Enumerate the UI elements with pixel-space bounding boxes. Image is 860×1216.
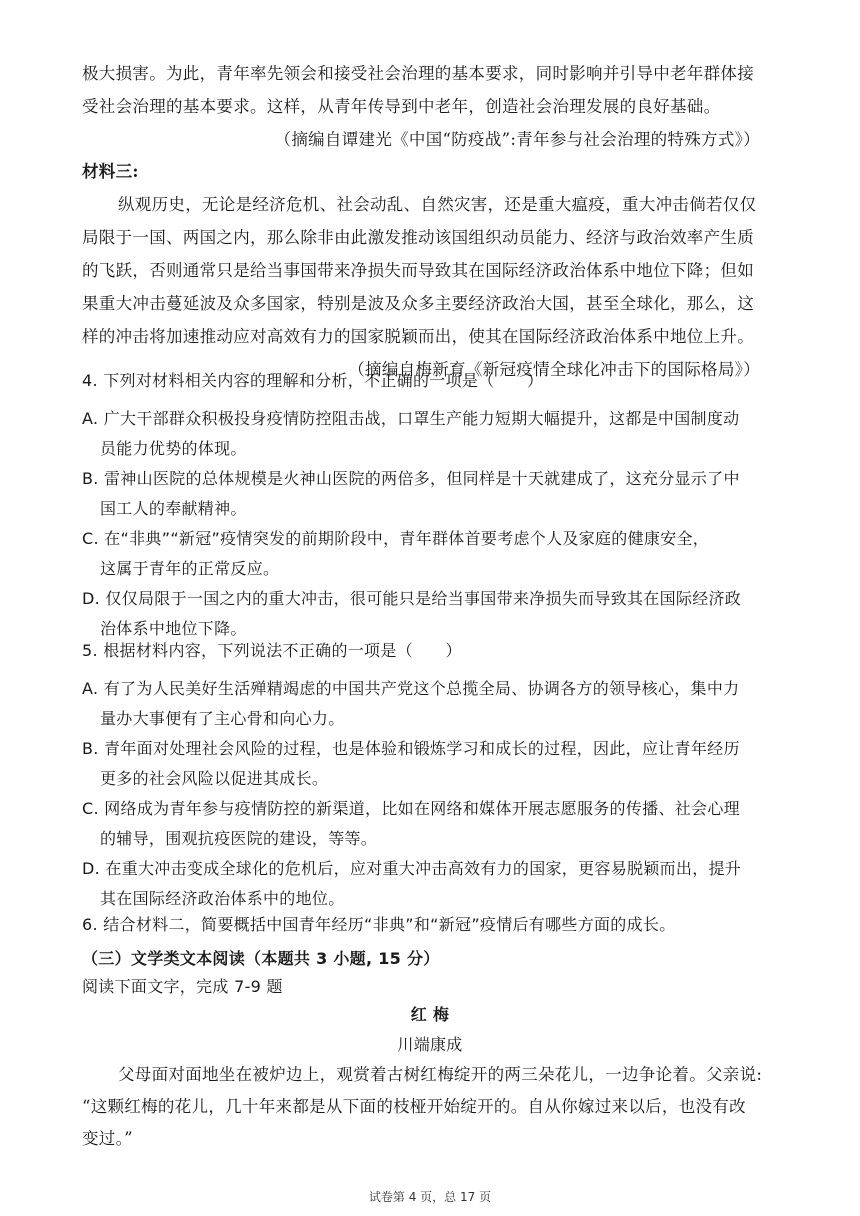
q5-option-a: A. 有了为人民美好生活殚精竭虑的中国共产党这个总揽全局、协调各方的领导核心，集中力 [82, 679, 740, 698]
passage-line: 纵观历史，无论是经济危机、社会动乱、自然灾害，还是重大瘟疫，重大冲击倘若仅仅 [118, 195, 757, 214]
material-three-label: 材料三: [82, 162, 139, 181]
passage-line: 的飞跃，否则通常只是给当事国带来净损失而导致其在国际经济政治体系中地位下降；但如 [82, 261, 754, 280]
section-three-instruction: 阅读下面文字，完成 7-9 题 [82, 977, 283, 996]
q5-option-d-cont: 其在国际经济政治体系中的地位。 [100, 889, 345, 908]
question-5-stem: 5. 根据材料内容，下列说法不正确的一项是（ ） [82, 641, 462, 660]
q5-option-b-cont: 更多的社会风险以促进其成长。 [100, 769, 329, 788]
q5-option-a-cont: 量办大事便有了主心骨和向心力。 [100, 709, 345, 728]
passage-line: 受社会治理的基本要求。这样，从青年传导到中老年，创造社会治理发展的良好基础。 [82, 97, 721, 116]
q4-option-c-cont: 这属于青年的正常反应。 [100, 559, 280, 578]
q4-option-c: C. 在“非典”“新冠”疫情突发的前期阶段中，青年群体首要考虑个人及家庭的健康安全， [82, 529, 710, 548]
story-line: “这颗红梅的花儿，几十年来都是从下面的枝桠开始绽开的。自从你嫁过来以后，也没有改 [82, 1097, 746, 1116]
q4-option-a: A. 广大干部群众积极投身疫情防控阻击战，口罩生产能力短期大幅提升，这都是中国制度动 [82, 409, 740, 428]
source-citation: （摘编自梅新育《新冠疫情全球化冲击下的国际格局》） [348, 360, 760, 379]
q5-option-b: B. 青年面对处理社会风险的过程，也是体验和锻炼学习和成长的过程，因此，应让青年经历 [82, 739, 740, 758]
story-line: 变过。” [82, 1129, 133, 1148]
page-footer: 试卷第 4 页，总 17 页 [368, 1190, 492, 1204]
story-title: 红 梅 [410, 1005, 450, 1024]
story-line: 父母面对面地坐在被炉边上，观赏着古树红梅绽开的两三朵花儿，一边争论着。父亲说: [118, 1065, 763, 1084]
q5-option-c: C. 网络成为青年参与疫情防控的新渠道，比如在网络和媒体开展志愿服务的传播、社会心理 [82, 799, 740, 818]
q4-option-d-cont: 治体系中地位下降。 [100, 619, 247, 638]
story-author: 川端康成 [397, 1035, 463, 1054]
question-4-stem: 4. 下列对材料相关内容的理解和分析，不正确的一项是（ ） [82, 371, 544, 390]
q4-option-b: B. 雷神山医院的总体规模是火神山医院的两倍多，但同样是十天就建成了，这充分显示了中 [82, 469, 740, 488]
source-citation: （摘编自谭建光《中国“防疫战”:青年参与社会治理的特殊方式》） [274, 130, 760, 149]
q5-option-d: D. 在重大冲击变成全球化的危机后，应对重大冲击高效有力的国家，更容易脱颖而出，提升 [82, 859, 742, 878]
question-6-stem: 6. 结合材料二，简要概括中国青年经历“非典”和“新冠”疫情后有哪些方面的成长。 [82, 915, 676, 934]
passage-line: 果重大冲击蔓延波及众多国家，特别是波及众多主要经济政治大国，甚至全球化，那么，这 [82, 294, 754, 313]
q4-option-a-cont: 员能力优势的体现。 [100, 439, 247, 458]
q4-option-b-cont: 国工人的奉献精神。 [100, 499, 247, 518]
q4-option-d: D. 仅仅局限于一国之内的重大冲击，很可能只是给当事国带来净损失而导致其在国际经济政 [82, 589, 742, 608]
passage-line: 局限于一国、两国之内，那么除非由此激发推动该国组织动员能力、经济与政治效率产生质 [82, 228, 754, 247]
section-three-title: （三）文学类文本阅读（本题共 3 小题, 15 分） [82, 949, 440, 968]
passage-line: 样的冲击将加速推动应对高效有力的国家脱颖而出，使其在国际经济政治体系中地位上升。 [82, 327, 754, 346]
q5-option-c-cont: 的辅导，围观抗疫医院的建设，等等。 [100, 829, 378, 848]
passage-line: 极大损害。为此，青年率先领会和接受社会治理的基本要求，同时影响并引导中老年群体接 [82, 64, 754, 83]
